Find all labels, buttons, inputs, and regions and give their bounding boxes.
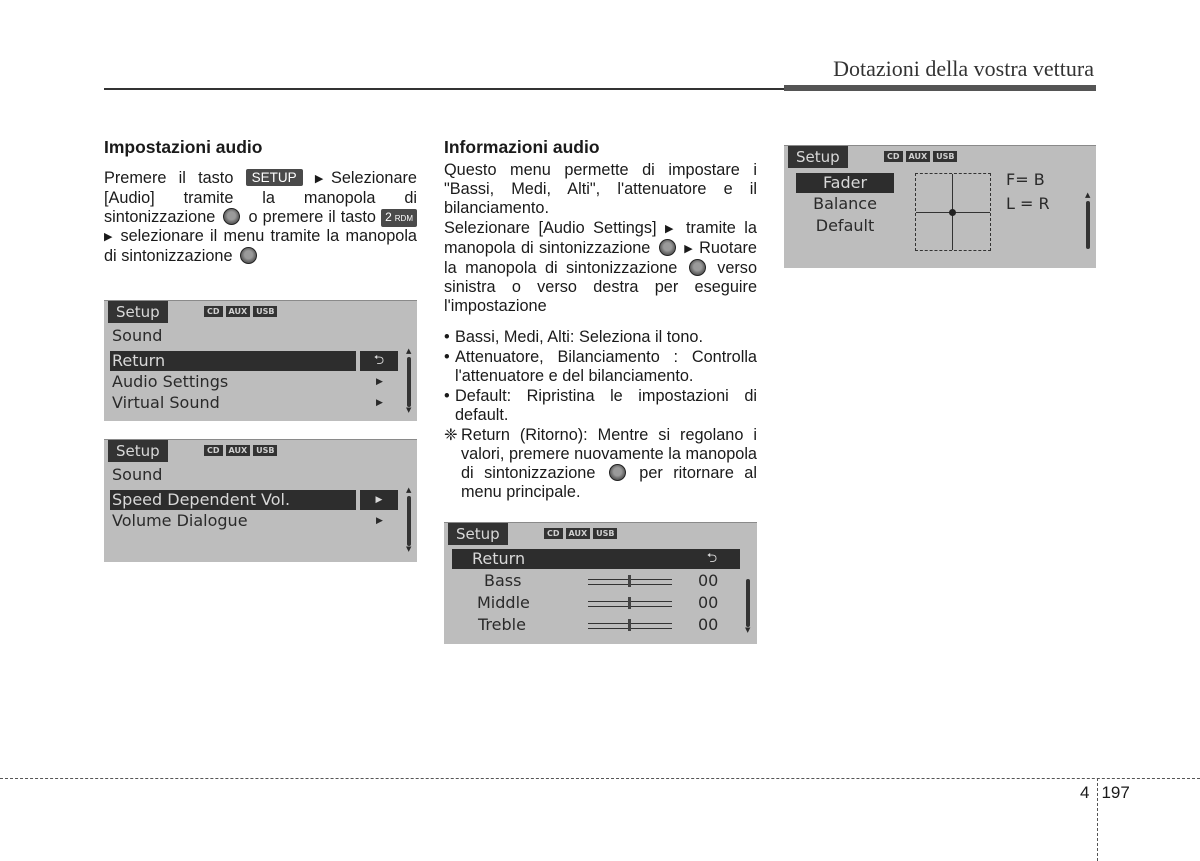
source-badges: [204, 445, 277, 456]
scrollbar[interactable]: [407, 357, 411, 407]
setup-screen-tone: [444, 522, 757, 644]
arrow-right-icon: ▶: [665, 223, 678, 235]
page-number: [1080, 783, 1130, 803]
tuning-knob-icon: [609, 464, 626, 481]
step-text-4: verso sinistra o verso destra per eseguire l'impostazione: [444, 259, 758, 315]
intro-paragraph: Questo menu permette di impostare i "Bassi, Medi, Alti", l'attenuatore e il bilanciamento.: [444, 161, 757, 217]
badge-usb: USB: [253, 306, 277, 317]
note-symbol-icon: ❈: [444, 426, 458, 444]
tuning-knob-icon: [659, 239, 676, 256]
chevron-right-icon: ▶: [376, 516, 383, 526]
note-text-2: per ritornare al menu principale.: [461, 464, 757, 501]
scroll-up-icon: ▲: [406, 486, 412, 494]
tone-label-bass: Bass: [484, 571, 522, 590]
source-badges: [544, 528, 617, 539]
step-text-1: Selezionare [Audio Settings]: [444, 219, 657, 237]
note-text-1: Return (Ritorno): Mentre si regolano i valori, premere nuovamente la manopola di sintonizzazione: [461, 426, 757, 482]
section-title-informazioni-audio: Informazioni audio: [444, 137, 600, 157]
scroll-down-icon: ▼: [745, 626, 751, 634]
source-badges: [884, 151, 957, 162]
screen-header: [444, 523, 757, 545]
badge-aux: AUX: [226, 306, 251, 317]
scroll-down-icon: ▼: [406, 545, 412, 553]
chevron-right-icon: ▶: [360, 490, 398, 510]
menu-item-return[interactable]: Return: [110, 351, 356, 371]
badge-cd: CD: [884, 151, 903, 162]
middle-value: 00: [698, 593, 719, 612]
scroll-down-icon: ▼: [406, 406, 412, 414]
settings-bullet-list: [444, 328, 757, 425]
menu-item-virtual-sound[interactable]: Virtual Sound: [112, 393, 220, 412]
badge-aux: AUX: [906, 151, 931, 162]
slider-thumb[interactable]: [628, 575, 631, 587]
instruction-text-4: selezionare il menu tramite la manopola di sintonizzazione: [104, 227, 417, 265]
balance-value: L = R: [1006, 194, 1050, 213]
menu-item-volume-dialogue[interactable]: Volume Dialogue: [112, 511, 248, 530]
middle-slider[interactable]: [588, 601, 672, 607]
page-number-value: 197: [1101, 783, 1130, 802]
screen-tab-setup: Setup: [108, 440, 168, 462]
bass-slider[interactable]: [588, 579, 672, 585]
chapter-header-title: Dotazioni della vostra vettura: [833, 56, 1094, 81]
tone-label-treble: Treble: [478, 615, 526, 634]
slider-thumb[interactable]: [628, 597, 631, 609]
chevron-right-icon: ▶: [376, 377, 383, 387]
footer-rule: [0, 778, 1200, 779]
rdm-key-icon: [381, 209, 417, 227]
return-icon: ⮌: [694, 549, 730, 569]
fader-balance-grid[interactable]: [915, 173, 991, 251]
screen-tab-setup: Setup: [788, 146, 848, 168]
return-icon: ⮌: [360, 351, 398, 371]
screen-tab-setup: Setup: [448, 523, 508, 545]
tone-label-middle: Middle: [477, 593, 530, 612]
fader-value: F= B: [1006, 170, 1045, 189]
menu-item-balance[interactable]: Balance: [813, 194, 877, 213]
tuning-knob-icon: [689, 259, 706, 276]
bullet-item: • Bassi, Medi, Alti: Seleziona il tono.: [444, 328, 757, 347]
tuning-knob-icon: [223, 208, 240, 225]
tuning-knob-icon: [240, 247, 257, 264]
return-note: [444, 426, 757, 502]
rdm-key-number: 2: [385, 210, 392, 224]
badge-cd: CD: [204, 306, 223, 317]
rdm-key-label: RDM: [394, 214, 413, 223]
bullet-item: • Attenuatore, Bilanciamento : Controlla l'attenuatore e del bilanciamento.: [444, 348, 757, 386]
screen-header: [784, 146, 1096, 168]
scrollbar[interactable]: [746, 579, 750, 627]
left-column: [104, 138, 417, 266]
screen-header: [104, 440, 417, 462]
badge-cd: CD: [544, 528, 563, 539]
sound-position-marker[interactable]: [949, 209, 956, 216]
scrollbar[interactable]: [1086, 201, 1090, 249]
setup-screen-sound-volume: [104, 439, 417, 562]
source-badges: [204, 306, 277, 317]
bass-value: 00: [698, 571, 719, 590]
menu-item-return[interactable]: Return: [452, 549, 740, 569]
badge-usb: USB: [933, 151, 957, 162]
step-text-2: tramite la manopola di sintonizzazione: [444, 219, 757, 257]
setup-screen-sound-menu: [104, 300, 417, 421]
menu-item-speed-dependent-vol[interactable]: Speed Dependent Vol.: [110, 490, 356, 510]
instruction-paragraph: [104, 169, 417, 266]
bullet-item: • Default: Ripristina le impostazioni di default.: [444, 387, 757, 425]
badge-usb: USB: [253, 445, 277, 456]
badge-aux: AUX: [566, 528, 591, 539]
menu-item-default[interactable]: Default: [815, 216, 875, 235]
treble-slider[interactable]: [588, 623, 672, 629]
screen-tab-setup: Setup: [108, 301, 168, 323]
middle-column: [444, 138, 757, 502]
setup-key-icon: SETUP: [246, 169, 303, 186]
badge-aux: AUX: [226, 445, 251, 456]
screen-subtitle: Sound: [112, 326, 163, 345]
scrollbar[interactable]: [407, 496, 411, 546]
chapter-number: 4: [1080, 783, 1090, 802]
setup-screen-fader-balance: [784, 145, 1096, 268]
scroll-up-icon: ▲: [1085, 191, 1091, 199]
instruction-text-2: Selezionare [Audio] tramite la manopola di sintonizzazione: [104, 169, 417, 226]
treble-value: 00: [698, 615, 719, 634]
menu-item-audio-settings[interactable]: Audio Settings: [112, 372, 229, 391]
instruction-text-1: Premere il tasto: [104, 169, 234, 187]
scroll-up-icon: ▲: [406, 347, 412, 355]
menu-item-fader[interactable]: Fader: [796, 173, 894, 193]
arrow-right-icon: ▶: [104, 231, 115, 243]
screen-header: [104, 301, 417, 323]
steps-paragraph: [444, 219, 757, 316]
header-rule: [104, 88, 784, 90]
section-title-impostazioni-audio: Impostazioni audio: [104, 137, 263, 157]
step-text-3: Ruotare la manopola di sintonizzazione: [444, 239, 757, 277]
badge-usb: USB: [593, 528, 617, 539]
arrow-right-icon: ▶: [684, 243, 694, 255]
chevron-right-icon: ▶: [376, 398, 383, 408]
instruction-text-3: o premere il tasto: [248, 208, 376, 226]
header-rule-accent: [784, 85, 1096, 91]
badge-cd: CD: [204, 445, 223, 456]
screen-subtitle: Sound: [112, 465, 163, 484]
arrow-right-icon: ▶: [314, 173, 331, 185]
slider-thumb[interactable]: [628, 619, 631, 631]
